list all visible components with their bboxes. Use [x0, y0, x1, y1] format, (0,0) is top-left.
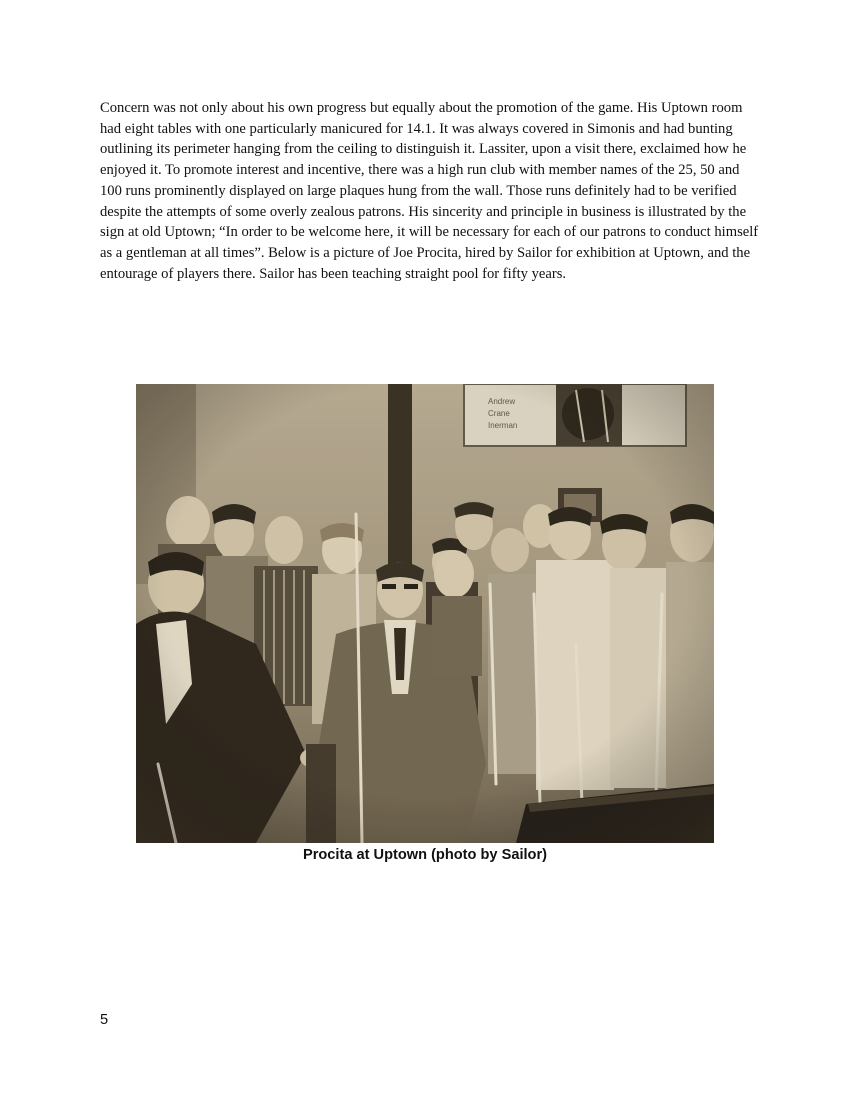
body-paragraph: Concern was not only about his own progress but equally about the promotion of the game. His Uptown room had eight tables with one particularly manicured for 14.1. It was always covered in Simonis and had bunting outlining its perimeter hanging from the ceiling to distinguish it. Lassiter, upon a visit there, exclaimed how he enjoyed it. To promote interest and incentive, there was a high run club with member names of the 25, 50 and 100 runs prominently displayed on large plaques hung from the wall. Those runs definitely had to be verified despite the attempts of some overly zealous patrons. His sincerity and principle in business is illustrated by the sign at old Uptown; “In order to be welcome here, it will be necessary for each of our patrons to conduct himself as a gentleman at all times”. Below is a picture of Joe Procita, hired by Sailor for exhibition at Uptown, and the entourage of players there. Sailor has been teaching straight pool for fifty years.	[100, 100, 759, 282]
figure-caption: Procita at Uptown (photo by Sailor)	[302, 847, 548, 863]
group-photo-illustration	[136, 384, 714, 843]
group-photo	[136, 384, 714, 843]
page-number: 5	[100, 1012, 109, 1028]
